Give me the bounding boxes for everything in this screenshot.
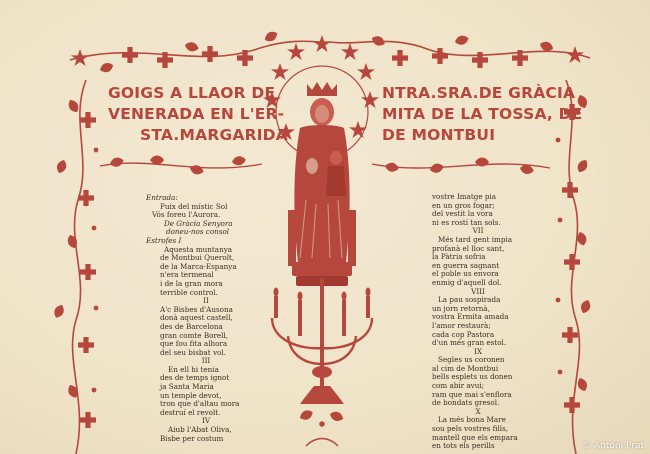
stanza-number: VII — [472, 226, 484, 236]
verse-line: en guerra sagnant — [432, 260, 500, 270]
verse-line: Puix del místic Sol — [160, 201, 228, 211]
verse-line: n'era termenal — [160, 270, 214, 280]
hymn-column-left — [146, 194, 266, 443]
verse-line: vostre Imatge pia — [432, 192, 497, 201]
refrain-line: doneu-nos consol — [166, 227, 230, 237]
stanza-number: X — [475, 406, 481, 416]
verse-line: bells esplets us donen — [432, 372, 513, 382]
verse-line: al cim de Montbui — [432, 363, 499, 373]
verse-line: la Pàtria sofria — [432, 252, 486, 262]
verse-line: La pau sospirada — [438, 295, 501, 305]
stanza-number: IX — [474, 346, 482, 356]
verse-line: del seu bisbat vol. — [160, 347, 226, 357]
verse-line: terrible control. — [160, 287, 218, 297]
verse-line: l'amor restaurà; — [432, 320, 491, 330]
verse-line: Bisbe per costum — [160, 433, 224, 443]
section-heading: Entrada: — [146, 193, 178, 202]
title-right — [382, 83, 582, 146]
top-ornaments — [71, 29, 584, 74]
verse-line: des de Barcelona — [160, 321, 223, 331]
verse-line: de bondats gresol. — [432, 398, 500, 408]
stanza-number: VIII — [471, 286, 485, 296]
stanza-number: II — [203, 296, 209, 306]
verse-line: gran comte Borell, — [160, 330, 229, 340]
section-heading: Estrofes I — [146, 235, 182, 245]
verse-line: d'un més gran estol. — [432, 338, 507, 348]
photo-credit: © Antoni Prat — [582, 441, 644, 451]
verse-line: sou pels vostres fills, — [432, 424, 509, 434]
verse-line: enmig d'aquell dol. — [432, 277, 502, 287]
verse-line: En ell hi tenia — [168, 364, 219, 374]
verse-line: i de la gran mora — [160, 278, 223, 288]
verse-line: destruí el revolt. — [160, 407, 221, 417]
title-right-line-1: NTRA.SRA.DE GRÀCIA — [382, 84, 576, 102]
verse-line: La més bona Mare — [438, 415, 506, 425]
left-vine — [52, 80, 98, 454]
verse-line: Aiub l'Abat Oliva, — [168, 425, 232, 435]
verse-line: vostra Ermita amada — [432, 312, 509, 322]
verse-line: Segles us coronen — [438, 355, 505, 365]
virgin-and-child-figure — [288, 82, 356, 286]
verse-line: que fou fita alhora — [160, 339, 228, 349]
verse-line: tron que d'altau mora — [160, 399, 240, 409]
verse-line: Aquesta muntanya — [164, 244, 233, 254]
title-right-line-2: MITA DE LA TOSSA, DE — [382, 105, 583, 123]
verse-line: cada cop Pastora — [432, 329, 495, 339]
verse-line: del vestit la vora — [432, 209, 493, 219]
verse-line: Vós foreu l'Aurora. — [152, 210, 221, 220]
title-left-line-3: STA.MARGARIDA — [140, 126, 288, 144]
title-left-line-2: VENERADA EN L'ER- — [108, 105, 285, 123]
verse-line: en tots els perills — [432, 441, 495, 451]
verse-line: un jorn retornà, — [432, 303, 490, 313]
candelabra — [272, 278, 372, 405]
verse-line: ja Santa Maria — [160, 382, 214, 392]
verse-line: en un gros fogar; — [432, 200, 495, 210]
verse-line: profanà el lloc sant, — [432, 243, 505, 253]
stanza-number: III — [201, 356, 211, 366]
verse-line: ni es rostí tan sols. — [432, 217, 501, 227]
title-left — [108, 83, 288, 146]
title-right-line-3: DE MONTBUI — [382, 126, 496, 144]
verse-line: des de temps ignot — [160, 373, 230, 383]
verse-line: mantell que els empara — [432, 432, 518, 442]
refrain-line: De Gràcia Senyora — [164, 218, 233, 228]
verse-line: ram que mai s'enflora — [432, 389, 512, 399]
verse-line: donà aquest castell, — [160, 313, 233, 323]
verse-line: el poble us envora — [432, 269, 499, 279]
bottom-holly — [298, 408, 345, 446]
stanza-number: IV — [201, 416, 211, 426]
verse-line: A'c Bisbes d'Ausona — [160, 304, 233, 314]
title-left-line-1: GOIGS A LLAOR DE — [108, 84, 276, 102]
verse-line: un temple devot, — [160, 390, 222, 400]
hymn-column-right — [428, 193, 528, 451]
verse-line: de Montbui Querolt, — [160, 253, 235, 263]
verse-line: Més tard gent impia — [438, 234, 513, 244]
verse-line: com abir avui; — [432, 381, 485, 391]
verse-line: de la Marca-Espanya — [160, 261, 237, 271]
